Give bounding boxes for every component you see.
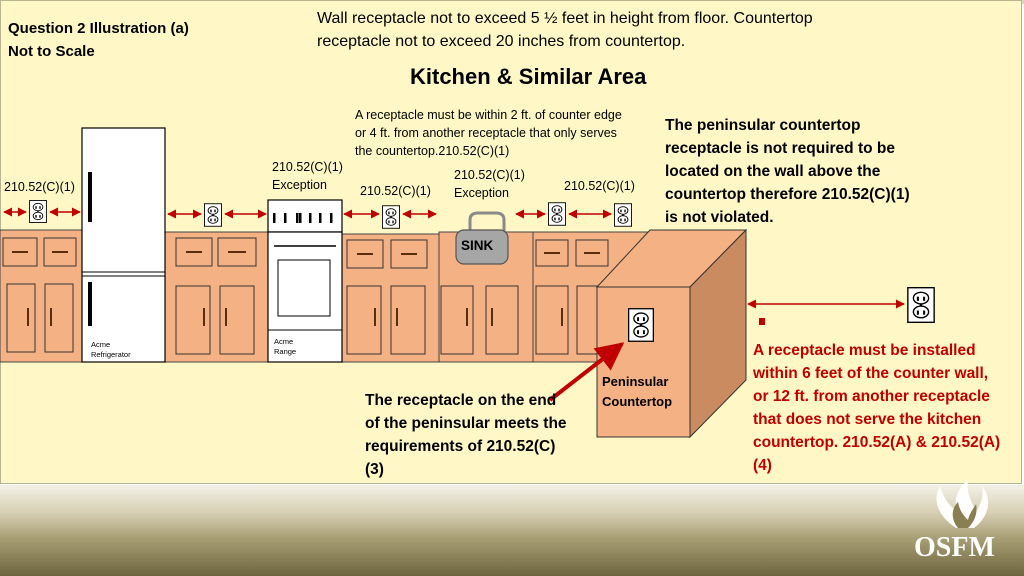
peninsular-label: Peninsular Countertop: [602, 374, 673, 409]
code-label-range-exception: Exception: [272, 178, 327, 192]
fridge-label: Acme Refrigerator: [91, 340, 131, 359]
scale-note: Not to Scale: [8, 43, 95, 60]
peninsular-wall-note: The peninsular countertop receptacle is not required to be located on the wall above the countertop therefore 210.52(C)(1) is not violated.: [665, 117, 910, 226]
flame-logo-icon: [937, 480, 989, 528]
counter-edge-note: A receptacle must be within 2 ft. of counter edge or 4 ft. from another receptacle that only serves the countertop.210.52(C)(1): [355, 108, 622, 158]
code-label-mid: 210.52(C)(1): [360, 184, 431, 198]
code-label-sink-exception: Exception: [454, 186, 509, 200]
code-label-sink: 210.52(C)(1): [454, 168, 525, 182]
code-label-left: 210.52(C)(1): [4, 180, 75, 194]
page-title: Kitchen & Similar Area: [410, 64, 647, 89]
peninsular-end-note: The receptacle on the end of the peninsular meets the requirements of 210.52(C)(3): [365, 392, 567, 478]
code-label-right: 210.52(C)(1): [564, 179, 635, 193]
kitchen-wall-note: A receptacle must be installed within 6 feet of the counter wall, or 12 ft. from another receptacle that does not serve the kitchen countertop. 210.52(A) & 210.52(A)(4): [753, 342, 1001, 474]
height-note: Wall receptacle not to exceed 5 ½ feet in height from floor. Countertop receptacle not to exceed 20 inches from countertop.: [317, 10, 813, 50]
range-label: Acme Range: [274, 337, 297, 356]
refrigerator: [82, 128, 165, 362]
red-bullet: [759, 318, 765, 325]
question-label: Question 2 Illustration (a): [8, 20, 189, 37]
sink-label: SINK: [461, 238, 494, 253]
code-label-range: 210.52(C)(1): [272, 160, 343, 174]
logo-text: OSFM: [914, 532, 995, 563]
